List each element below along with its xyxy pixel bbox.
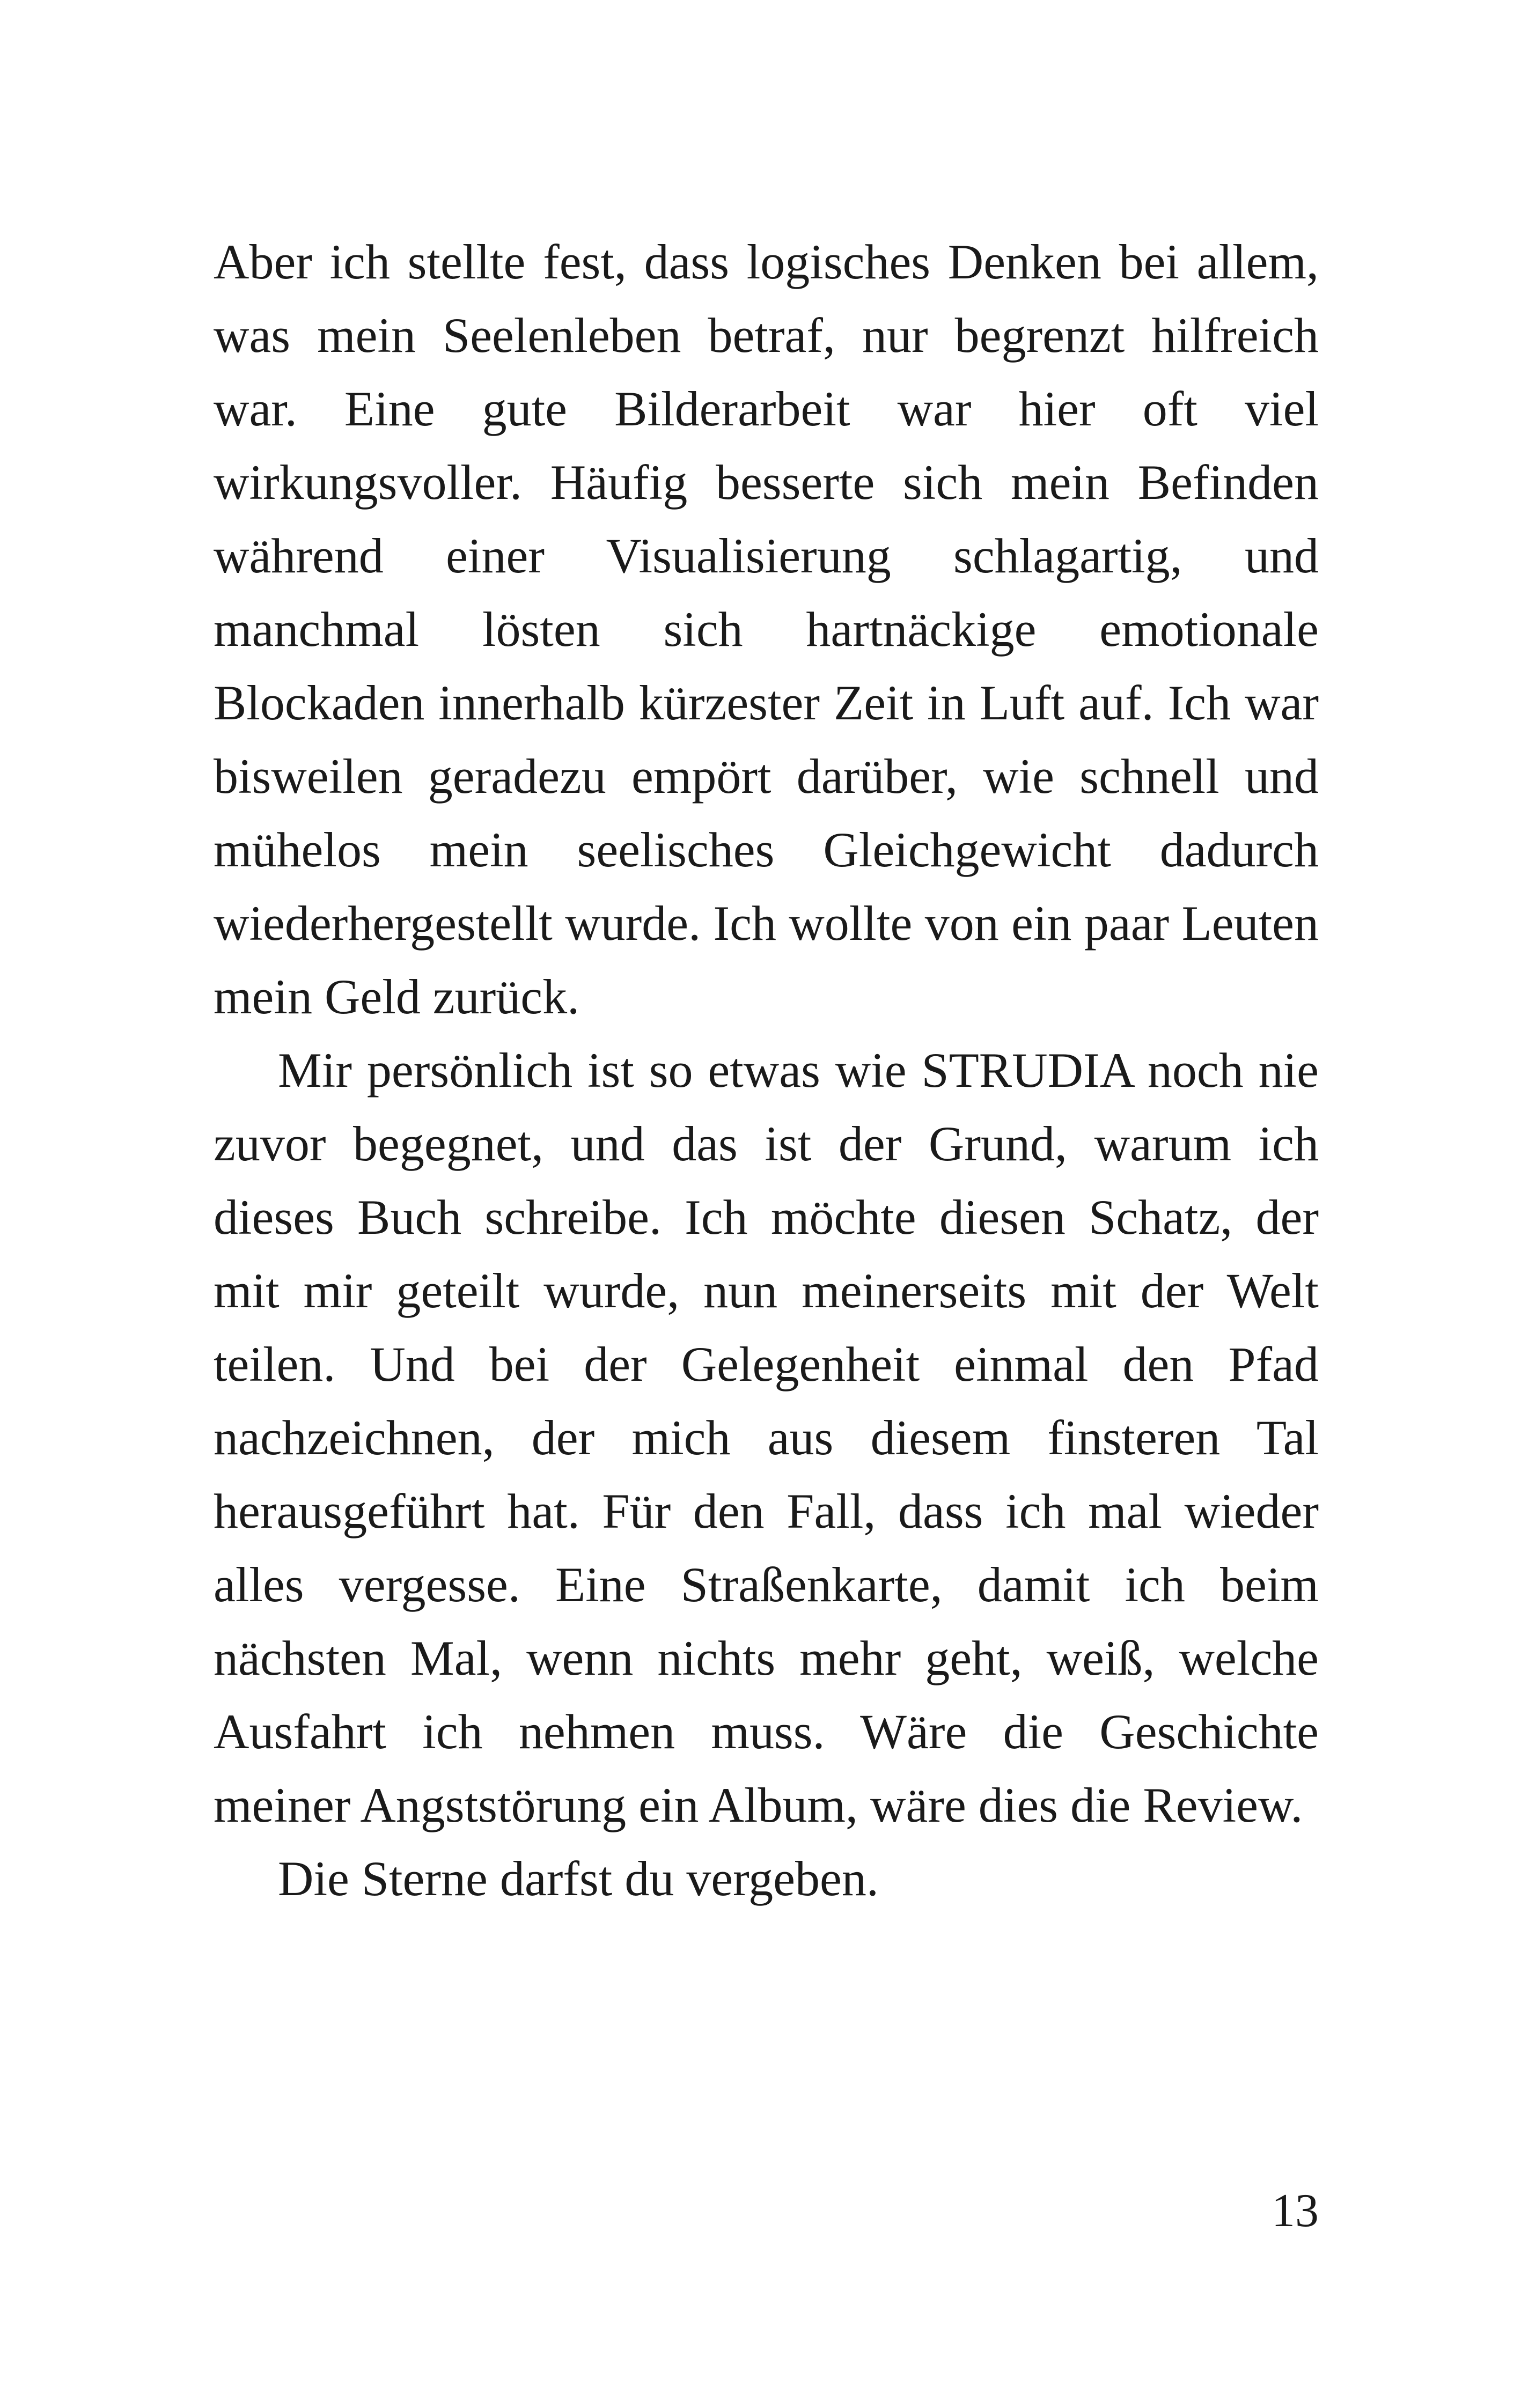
page-number: 13 bbox=[1272, 2185, 1319, 2237]
paragraph-3: Die Sterne darfst du vergeben. bbox=[278, 1851, 879, 1906]
paragraph-2: Mir persönlich ist so etwas wie STRUDIA noch nie zuvor begegnet, und das ist der Grund, warum ich dieses Buch schreibe. Ich möchte diesen Schatz, der mit mir geteilt wurde, nun meinerseits mit der Welt teilen. Und bei der Gelegenheit einmal den Pfad nachzeichnen, der mich aus diesem finsteren Tal herausgeführt hat. Für den Fall, dass ich mal wieder alles vergesse. Eine Straßenkarte, damit ich beim nächsten Mal, wenn nichts mehr geht, weiß, welche Ausfahrt ich nehmen muss. Wäre die Geschichte meiner Angststörung ein Album, wäre dies die Review. bbox=[214, 1043, 1319, 1832]
paragraph-1: Aber ich stellte fest, dass logisches Denken bei allem, was mein Seelenleben betraf, nur begrenzt hilfreich war. Eine gute Bilderarbeit war hier oft viel wirkungsvoller. Häufig besserte sich mein Befinden während einer Visualisierung schlagartig, und manchmal lösten sich hartnäckige emotionale Blockaden innerhalb kürzester Zeit in Luft auf. Ich war bisweilen geradezu empört darüber, wie schnell und mühelos mein seelisches Gleichgewicht dadurch wiederhergestellt wurde. Ich wollte von ein paar Leuten mein Geld zurück. bbox=[214, 234, 1319, 1024]
body-text bbox=[214, 225, 1319, 1916]
